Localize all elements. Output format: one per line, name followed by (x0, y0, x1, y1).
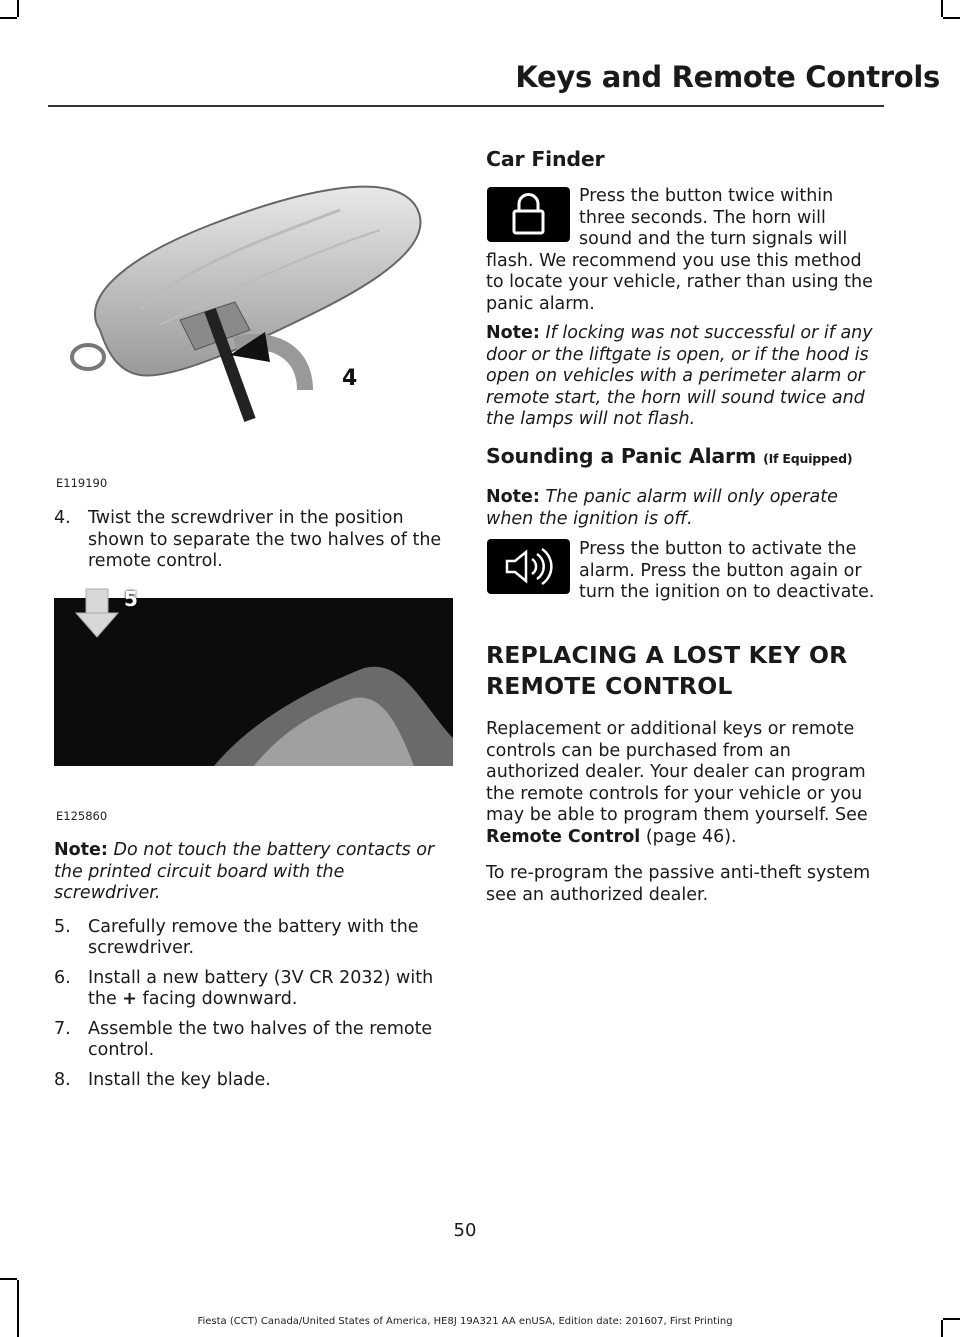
header-rule (48, 105, 884, 107)
step-4 (54, 508, 454, 573)
crop-mark (943, 17, 960, 19)
car-finder-text (486, 186, 882, 315)
crop-mark (17, 1280, 19, 1337)
step-number: 5. (54, 916, 71, 937)
step-number: 6. (54, 967, 71, 988)
step-text-part: facing downward. (136, 989, 298, 1009)
plus-symbol: + (122, 989, 137, 1009)
callout-4: 4 (342, 366, 358, 391)
crop-mark (17, 0, 19, 17)
step-number: 4. (54, 508, 71, 528)
panic-qualifier: (If Equipped) (763, 451, 853, 466)
speaker-icon (487, 539, 570, 594)
car-finder-note (486, 323, 882, 431)
replacing-para2: To re-program the passive anti-theft system see an authorized dealer. (486, 863, 871, 905)
step-text-part: Install a new battery (3V CR 2032) with the (88, 967, 434, 1009)
crop-mark (941, 0, 943, 17)
note-text: Do not touch the battery contacts or the printed circuit board with the screwdriver. (54, 840, 435, 903)
car-finder-body: Press the button twice within three seconds. The horn will sound and the turn signals will flash. We recommend you use this method to locate your vehicle, rather than using the panic alarm. (486, 186, 873, 314)
list-item (54, 968, 454, 1011)
panic-text: Press the button to activate the alarm. Press the button again or turn the ignition on to deactivate. (579, 539, 875, 602)
edition-info: Fiesta (CCT) Canada/United States of America, HE8J 19A321 AA enUSA, Edition date: 201607, First Printing (197, 1316, 733, 1327)
note-text: If locking was not successful or if any door or the liftgate is open, or if the hood is open on vehicles with a perimeter alarm or remote start, the horn will sound twice and the lamps will not flash. (486, 323, 873, 429)
note-label: Note: (486, 487, 540, 507)
replacing-text: (page 46). (640, 826, 737, 847)
key-fob-illustration (60, 150, 430, 435)
step-number: 8. (54, 1069, 71, 1090)
page-title: Keys and Remote Controls (515, 60, 940, 94)
figure-code: E119190 (56, 476, 108, 490)
panic-note (486, 487, 882, 530)
list-item (54, 1019, 454, 1062)
step-text: Install the key blade. (88, 1069, 271, 1090)
replacing-heading-line1: REPLACING A LOST KEY OR (486, 641, 848, 669)
step-number: 7. (54, 1018, 71, 1039)
note-text: The panic alarm will only operate when the ignition is off. (486, 487, 838, 529)
replacing-para1 (486, 719, 882, 848)
crop-mark (0, 17, 17, 19)
callout-5: 5 (124, 587, 138, 611)
note-label: Note: (486, 323, 540, 343)
list-item (54, 917, 454, 960)
replacing-text: Replacement or additional keys or remote controls can be purchased from an authorized dealer. Your dealer can program the remote controls for your vehicle or you may be able to program them yourself. See (486, 719, 868, 825)
step-text: Twist the screwdriver in the position shown to separate the two halves of the remote control. (88, 508, 442, 571)
crop-mark (0, 1278, 17, 1280)
crop-mark (943, 1318, 960, 1320)
replacing-heading (486, 640, 847, 702)
replacing-heading-line2: REMOTE CONTROL (486, 672, 733, 700)
page-number: 50 (453, 1220, 477, 1241)
note (54, 840, 454, 905)
crop-mark (941, 1320, 943, 1337)
list-item (54, 1070, 454, 1092)
step-text: Assemble the two halves of the remote control. (88, 1018, 433, 1060)
step-text: Carefully remove the battery with the screwdriver. (88, 916, 419, 958)
note-label: Note: (54, 840, 108, 860)
panic-alarm-heading (486, 444, 852, 468)
car-finder-heading: Car Finder (486, 147, 605, 171)
panic-heading-text: Sounding a Panic Alarm (486, 444, 757, 468)
remote-control-link[interactable]: Remote Control (486, 826, 641, 847)
step-text (88, 968, 454, 1011)
figure-code: E125860 (56, 809, 108, 823)
steps-list (54, 917, 454, 1092)
down-arrow-icon (72, 585, 122, 641)
